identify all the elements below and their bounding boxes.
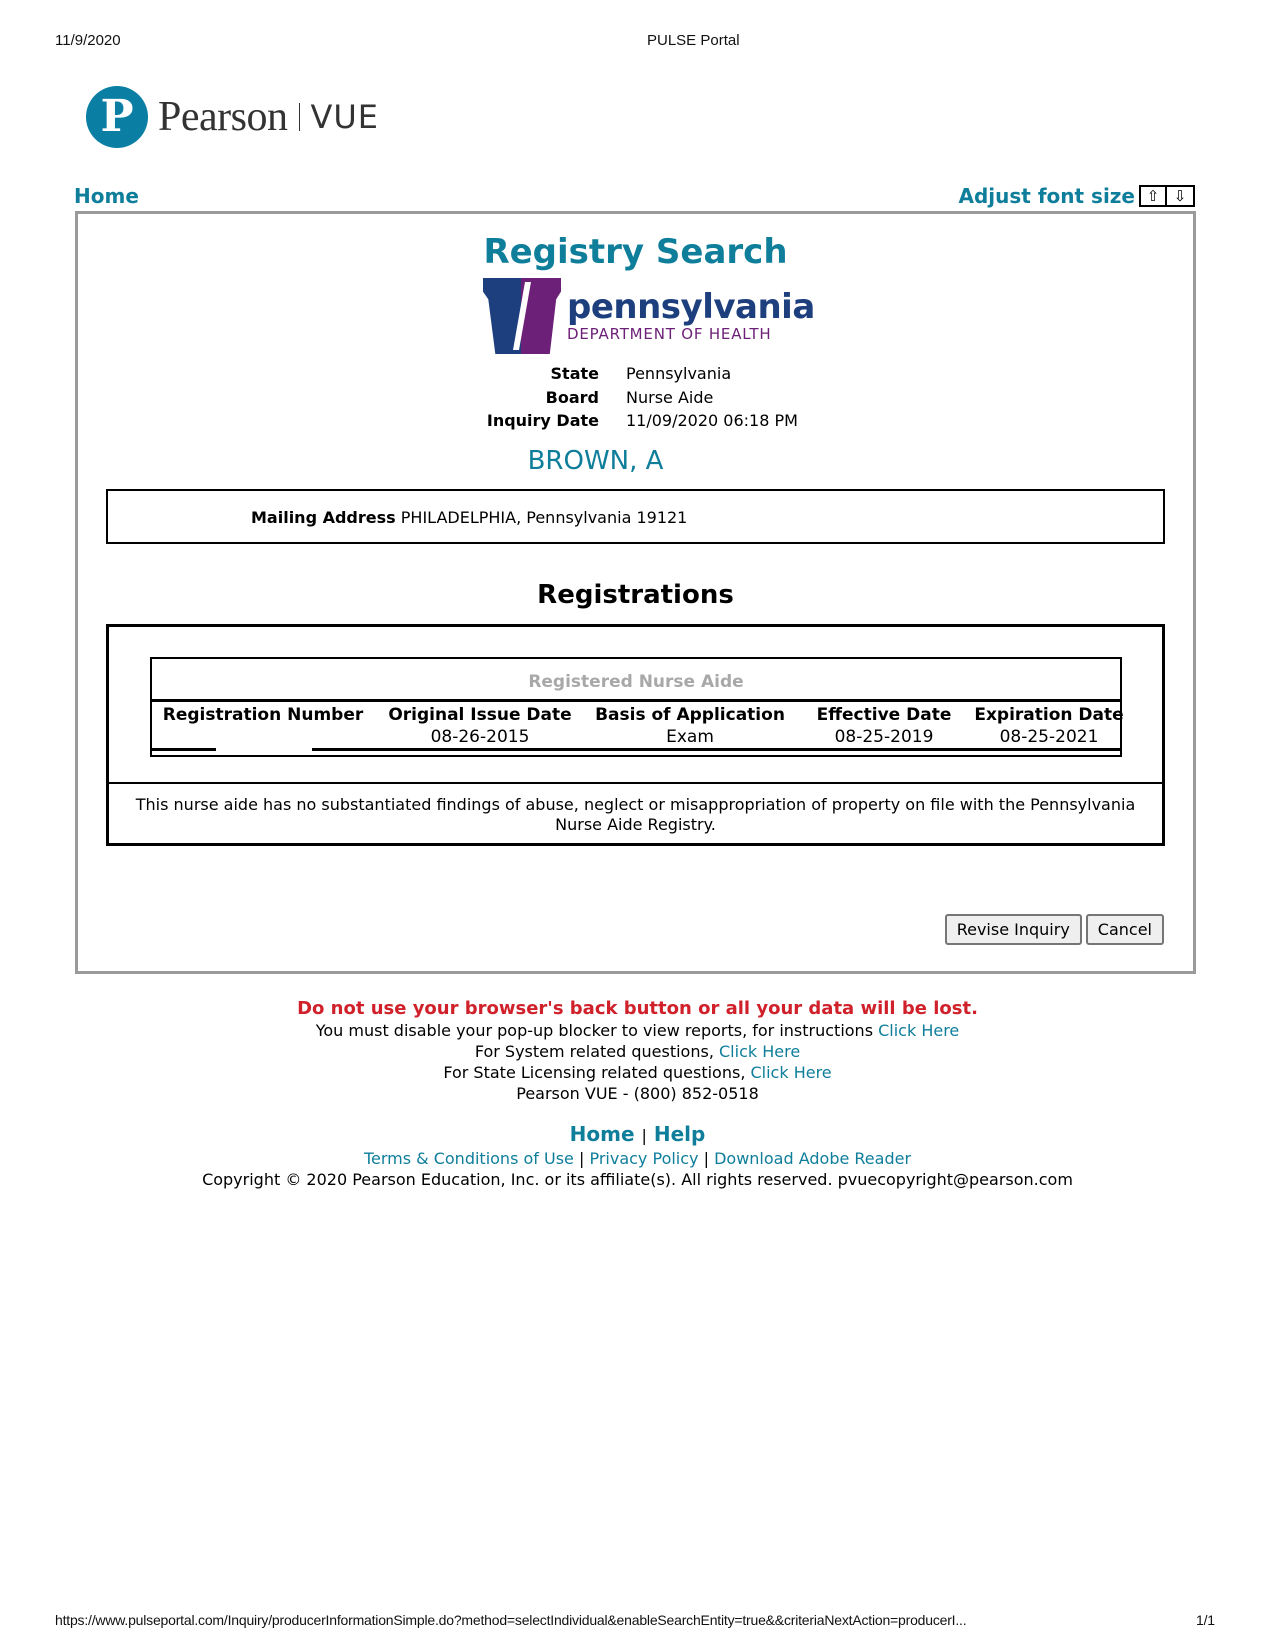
registrations-heading: Registrations (537, 580, 734, 610)
popup-help-link[interactable]: Click Here (878, 1021, 960, 1040)
adobe-reader-link[interactable]: Download Adobe Reader (714, 1149, 912, 1168)
column-header: Original Issue Date (388, 705, 572, 725)
info-label: Inquiry Date (486, 411, 599, 430)
table-cell: Exam (666, 727, 714, 747)
page-title: Registry Search (483, 232, 788, 272)
registrations-table (150, 657, 1122, 757)
print-page-number: 1/1 (1196, 1612, 1215, 1628)
mailing-address-value: PHILADELPHIA, Pennsylvania 19121 (400, 508, 688, 527)
info-label: State (550, 364, 599, 383)
column-header: Effective Date (816, 705, 952, 725)
form-actions (945, 914, 1164, 945)
legal-links: Terms & Conditions of Use | Privacy Policy | Download Adobe Reader (363, 1149, 912, 1168)
nav-separator: | (641, 1126, 647, 1145)
copyright: Copyright © 2020 Pearson Education, Inc. or its affiliate(s). All rights reserved. pvuecopyright@pearson.com (202, 1170, 1073, 1189)
decrease-font-button[interactable] (1167, 185, 1195, 207)
footer-nav (0, 1122, 1275, 1148)
pa-health-logo (483, 278, 815, 354)
terms-link[interactable]: Terms & Conditions of Use (363, 1149, 574, 1168)
table-cell (152, 726, 374, 748)
registry-panel (75, 211, 1196, 974)
info-value: 11/09/2020 06:18 PM (626, 411, 798, 430)
logo-product: VUE (310, 98, 380, 136)
info-row-inquiry-date (78, 411, 1193, 435)
print-title: PULSE Portal (647, 32, 740, 49)
system-help-link[interactable]: Click Here (719, 1042, 801, 1061)
system-questions: For System related questions, Click Here (474, 1042, 801, 1061)
back-button-warning: Do not use your browser's back button or all your data will be lost. (297, 998, 978, 1019)
table-cell: 08-25-2021 (999, 727, 1099, 747)
table-grid (152, 699, 1124, 748)
info-row-board (78, 388, 1193, 412)
pa-logo-subtitle: DEPARTMENT OF HEALTH (567, 325, 772, 343)
pa-logo-name: pennsylvania (567, 287, 815, 327)
cancel-button[interactable]: Cancel (1086, 914, 1164, 945)
adjust-font-size (959, 184, 1195, 208)
home-link[interactable]: Home (74, 184, 139, 208)
footer-help-link[interactable]: Help (653, 1122, 706, 1146)
redaction-gap (216, 747, 312, 752)
registrations-box (106, 624, 1165, 846)
mailing-address-box (106, 489, 1165, 544)
licensing-questions: For State Licensing related questions, Click Here (443, 1063, 832, 1082)
mailing-address-label: Mailing Address (251, 508, 396, 527)
pearson-vue-logo (86, 86, 379, 148)
info-label: Board (545, 387, 599, 407)
revise-inquiry-button[interactable]: Revise Inquiry (945, 914, 1082, 945)
support-phone: Pearson VUE - (800) 852-0518 (516, 1084, 759, 1103)
popup-instructions: You must disable your pop-up blocker to view reports, for instructions Click Here (315, 1021, 960, 1040)
table-caption: Registered Nurse Aide (528, 672, 744, 692)
logo-divider (299, 103, 300, 131)
column-header: Basis of Application (595, 705, 785, 725)
print-date: 11/9/2020 (55, 32, 121, 49)
keystone-icon (483, 278, 561, 354)
info-value: Pennsylvania (626, 364, 732, 383)
inquiry-info (78, 364, 1193, 435)
info-row-state (78, 364, 1193, 388)
adjust-font-label: Adjust font size (958, 184, 1135, 208)
pearson-p-icon: P (86, 86, 148, 148)
findings-notice: This nurse aide has no substantiated findings of abuse, neglect or misappropriation of property on file with the Pennsylvania Nurse Aide Registry. (135, 795, 1136, 834)
arrow-down-icon: ⇩ (1173, 187, 1187, 205)
arrow-up-icon: ⇧ (1146, 187, 1160, 205)
table-cell: 08-25-2019 (834, 727, 934, 747)
privacy-link[interactable]: Privacy Policy (589, 1149, 699, 1168)
person-name: BROWN, A (527, 446, 664, 476)
table-cell: 08-26-2015 (430, 727, 530, 747)
section-divider (109, 782, 1162, 784)
print-url: https://www.pulseportal.com/Inquiry/producerInformationSimple.do?method=selectIndividual&enableSearchEntity=true&&criteriaNextAction=producerI... (55, 1612, 967, 1628)
footer-home-link[interactable]: Home (569, 1122, 635, 1146)
column-header: Expiration Date (974, 705, 1124, 725)
info-value: Nurse Aide (626, 387, 714, 407)
licensing-help-link[interactable]: Click Here (750, 1063, 832, 1082)
increase-font-button[interactable] (1139, 185, 1167, 207)
column-header: Registration Number (162, 705, 364, 725)
page-footer (0, 998, 1275, 1190)
logo-brand: Pearson (158, 94, 288, 140)
